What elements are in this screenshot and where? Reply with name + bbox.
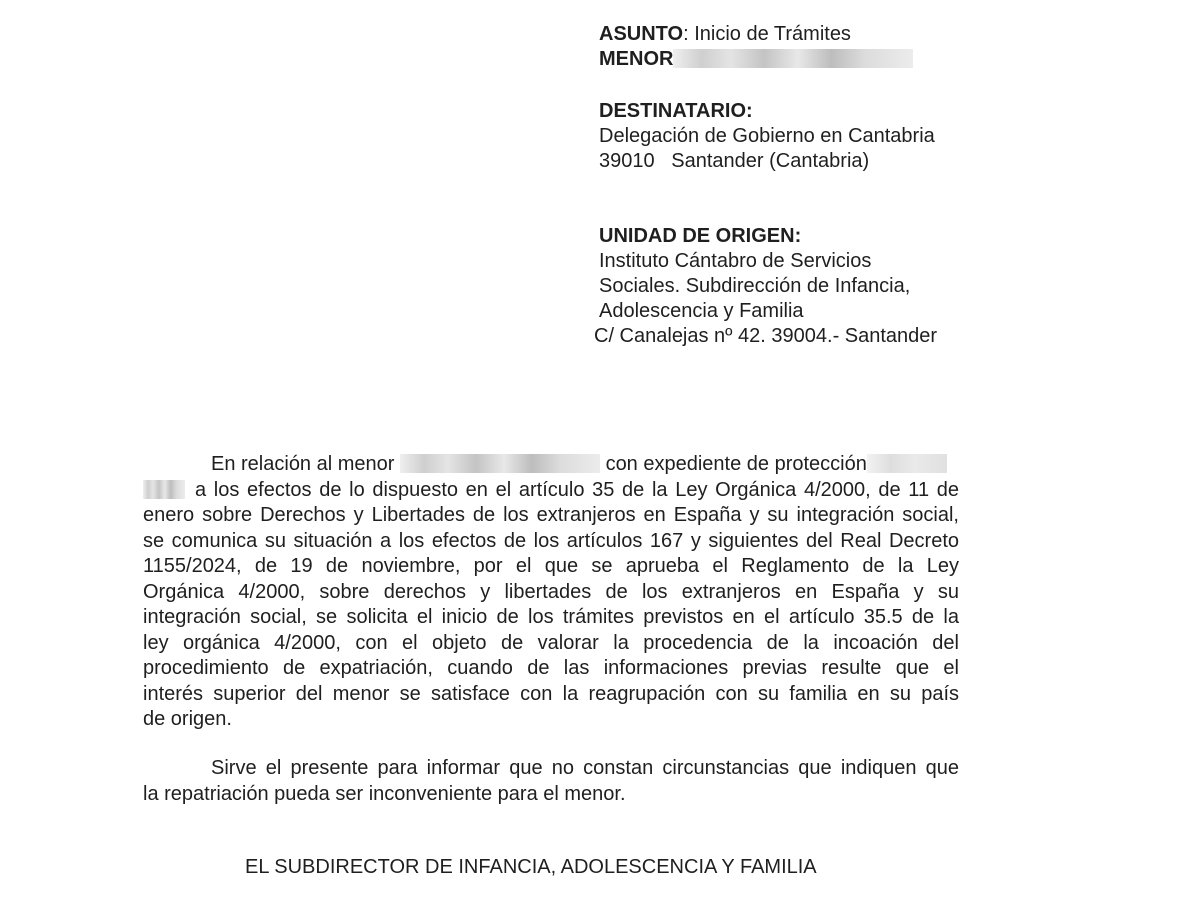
- origin-unit-address: C/ Canalejas nº 42. 39004.- Santander: [594, 325, 938, 347]
- recipient-line-2: 39010 Santander (Cantabria): [599, 150, 870, 172]
- body-line-1: [143, 452, 959, 478]
- body-line-3: enero sobre Derechos y Libertades de los extranjeros en España y su integración social,: [143, 504, 959, 526]
- body-line-6: Orgánica 4/2000, sobre derechos y libertades de los extranjeros en España y su: [143, 580, 959, 603]
- origin-unit-line-1: Instituto Cántabro de Servicios: [599, 250, 872, 272]
- signature-title: EL SUBDIRECTOR DE INFANCIA, ADOLESCENCIA Y FAMILIA: [245, 856, 817, 878]
- menor-row: [599, 47, 979, 72]
- p2-line-2: la repatriación pueda ser inconveniente para el menor.: [143, 782, 626, 805]
- body-line-7: integración social, se solicita el inicio de los trámites previstos en el artículo 35.5 de la: [143, 606, 959, 628]
- p2-line-1: Sirve el presente para informar que no constan circunstancias que indiquen que: [211, 757, 959, 779]
- asunto-value: : Inicio de Trámites: [683, 23, 851, 45]
- origin-unit-line-2: Sociales. Subdirección de Infancia,: [599, 275, 911, 297]
- body-line-2-text: a los efectos de lo dispuesto en el artículo 35 de la Ley Orgánica 4/2000, de 11 de: [195, 478, 959, 501]
- origin-unit-line-3: Adolescencia y Familia: [599, 300, 804, 322]
- body-line-5: 1155/2024, de 19 de noviembre, por el que se aprueba el Reglamento de la Ley: [143, 555, 959, 577]
- redacted-file-number-cont: [143, 480, 185, 499]
- redacted-minor-name: [673, 49, 913, 68]
- asunto-label: ASUNTO: [599, 23, 684, 45]
- body-line-10: interés superior del menor se satisface con la reagrupación con su familia en su país: [143, 682, 959, 705]
- asunto-row: [599, 22, 979, 47]
- body-line-2: [143, 478, 959, 504]
- redacted-file-number: [867, 454, 947, 473]
- body-line-1a: En relación al menor: [211, 453, 395, 475]
- subject-block: [599, 22, 979, 72]
- main-paragraph: [143, 452, 959, 733]
- recipient-line-1: Delegación de Gobierno en Cantabria: [599, 125, 935, 147]
- origin-unit-label: UNIDAD DE ORIGEN:: [599, 225, 802, 247]
- menor-label: MENOR: [599, 48, 674, 70]
- body-line-4: se comunica su situación a los efectos de los artículos 167 y siguientes del Real Decreto: [143, 529, 959, 552]
- second-paragraph: [143, 756, 959, 807]
- origin-unit-block: [594, 224, 938, 349]
- redacted-minor-name-body: [400, 454, 600, 473]
- recipient-label: DESTINATARIO:: [599, 100, 753, 122]
- body-line-1b: con expediente de protección: [605, 453, 867, 475]
- recipient-block: [599, 99, 935, 174]
- body-line-9: procedimiento de expatriación, cuando de las informaciones previas resulte que el: [143, 657, 959, 679]
- body-line-8: ley orgánica 4/2000, con el objeto de valorar la procedencia de la incoación del: [143, 631, 959, 654]
- body-line-11: de origen.: [143, 708, 232, 730]
